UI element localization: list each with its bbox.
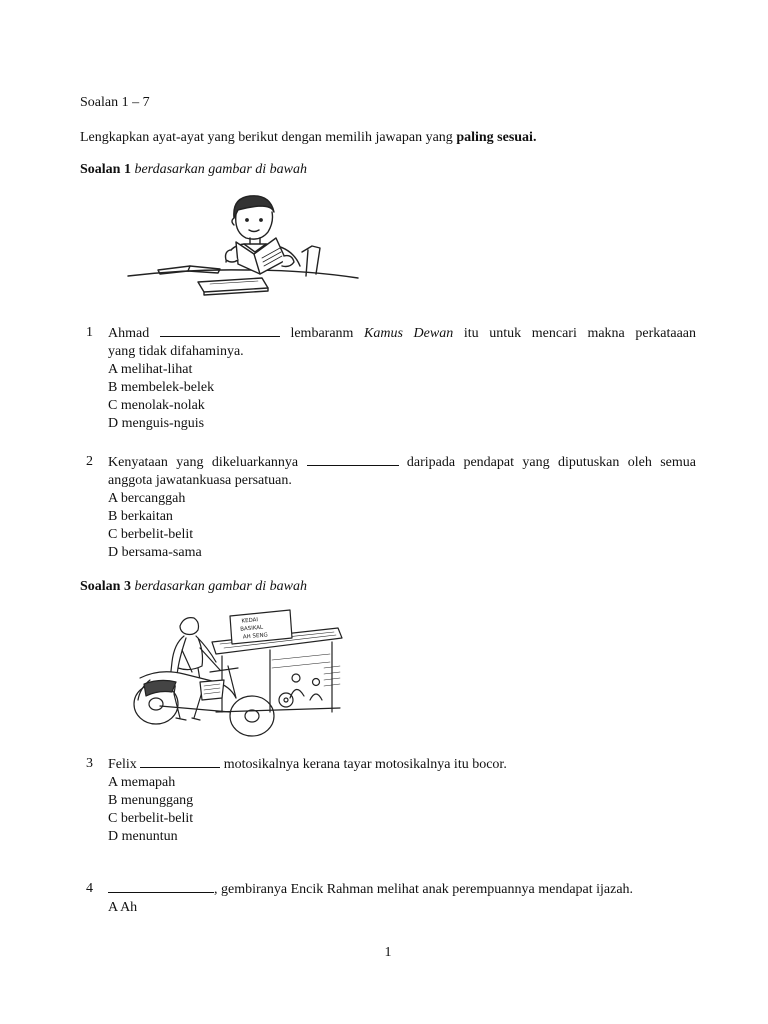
instruction-text: Lengkapkan ayat-ayat yang berikut dengan memilih jawapan yang	[80, 130, 457, 145]
question-number: 3	[86, 756, 93, 771]
option-a[interactable]: A memapah	[108, 775, 176, 790]
question-text-line-1	[108, 880, 696, 899]
question-text-part: , gembiranya Encik Rahman melihat anak perempuannya mendapat ijazah.	[214, 882, 634, 897]
answer-blank[interactable]	[160, 324, 280, 337]
answer-blank[interactable]	[108, 880, 214, 893]
question-text-part: Kenyataan yang dikeluarkannya	[108, 455, 307, 470]
question-text-line-1	[108, 755, 696, 774]
section-label: Soalan 1	[80, 162, 131, 177]
option-a[interactable]: A Ah	[108, 900, 138, 915]
option-b[interactable]: B berkaitan	[108, 509, 173, 524]
option-d[interactable]: D menuntun	[108, 829, 178, 844]
question-text-part: daripada pendapat yang diputuskan oleh semua	[398, 455, 696, 470]
section-heading-3	[80, 578, 307, 596]
section-caption: berdasarkan gambar di bawah	[130, 579, 308, 594]
option-c[interactable]: C menolak-nolak	[108, 398, 205, 413]
instruction-emphasis: paling sesuai.	[456, 130, 537, 145]
question-2	[108, 453, 696, 562]
section-heading-1	[80, 161, 307, 179]
question-text-line-1	[108, 453, 696, 472]
question-text-line-2: yang tidak difahaminya.	[108, 344, 244, 359]
answer-blank[interactable]	[140, 755, 220, 768]
option-d[interactable]: D menguis-nguis	[108, 416, 205, 431]
option-b[interactable]: B menunggang	[108, 793, 194, 808]
option-c[interactable]: C berbelit-belit	[108, 527, 194, 542]
option-c[interactable]: C berbelit-belit	[108, 811, 194, 826]
question-number: 4	[86, 881, 93, 896]
boy-reading-illustration	[126, 190, 362, 306]
question-range: Soalan 1 – 7	[80, 95, 150, 110]
question-text-line-1	[108, 324, 696, 343]
question-3	[108, 755, 696, 846]
question-1	[108, 324, 696, 433]
shop-sign-line-3: AH SENG	[242, 632, 269, 641]
question-text-part: lembaranm	[279, 326, 365, 341]
instruction	[80, 129, 536, 147]
question-text-part: motosikalnya kerana tayar motosikalnya itu bocor.	[220, 757, 507, 772]
shop-sign-line-2: BASIKAL	[239, 624, 264, 633]
shop-sign-line-1: KEDAI	[241, 617, 259, 625]
option-d[interactable]: D bersama-sama	[108, 545, 202, 560]
question-number: 2	[86, 454, 93, 469]
question-text-italic: Kamus Dewan	[364, 326, 454, 341]
option-b[interactable]: B membelek-belek	[108, 380, 215, 395]
section-label: Soalan 3	[80, 579, 131, 594]
question-number: 1	[86, 325, 93, 340]
question-text-part: itu untuk mencari makna perkataaan	[453, 326, 696, 341]
question-4	[108, 880, 696, 917]
question-text-part: Felix	[108, 757, 141, 772]
answer-blank[interactable]	[307, 453, 399, 466]
question-text-part: Ahmad	[108, 326, 160, 341]
section-caption: berdasarkan gambar di bawah	[130, 162, 308, 177]
motorcycle-shop-illustration	[120, 608, 344, 740]
option-a[interactable]: A melihat-lihat	[108, 362, 193, 377]
option-a[interactable]: A bercanggah	[108, 491, 186, 506]
page-number: 1	[384, 945, 392, 960]
question-text-line-2: anggota jawatankuasa persatuan.	[108, 473, 292, 488]
